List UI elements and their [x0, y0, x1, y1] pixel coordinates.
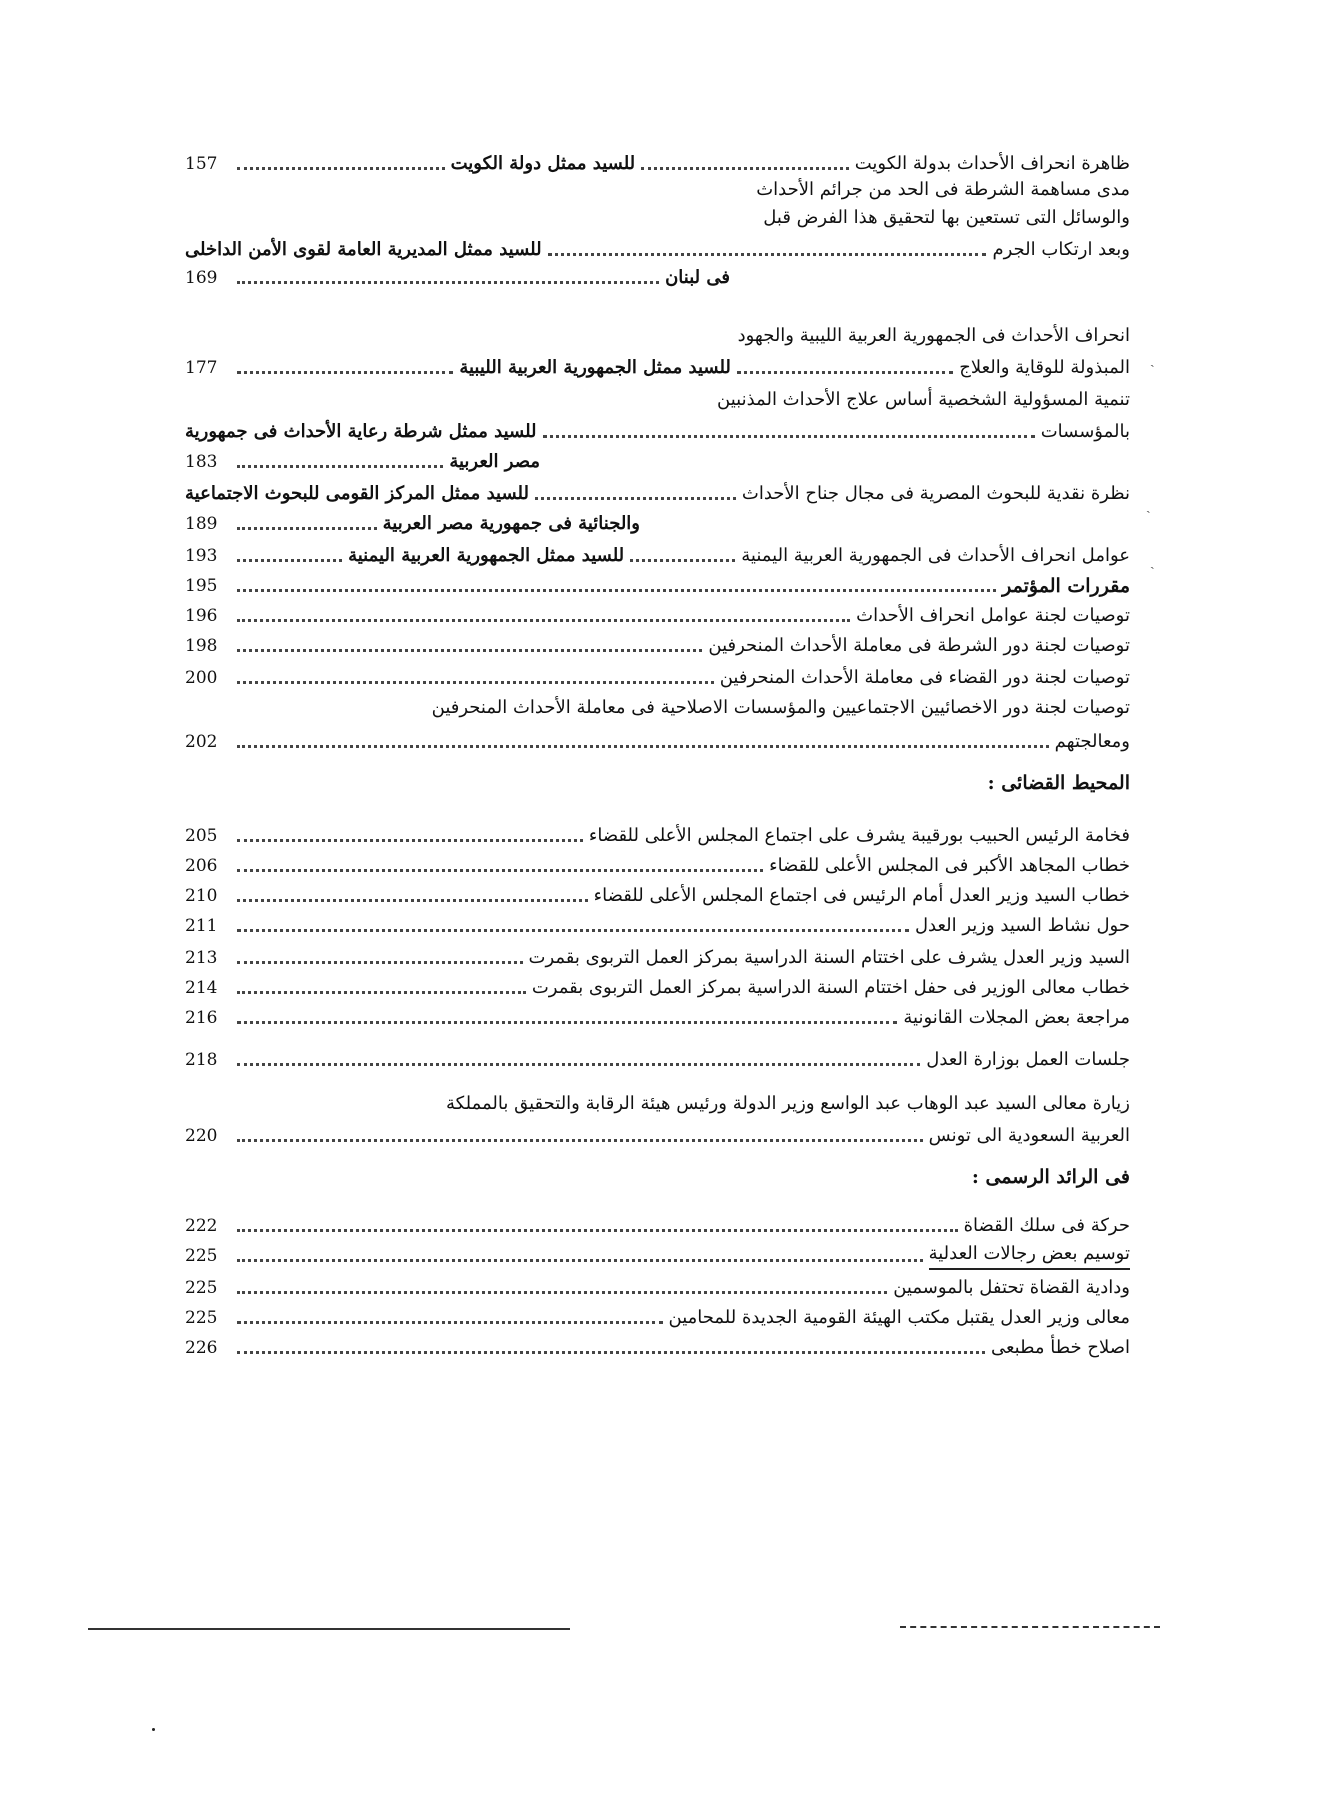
page-number: 157 — [185, 154, 218, 174]
dot-leader — [237, 1291, 887, 1294]
entry-title-line: توصيات لجنة دور الاخصائيين الاجتماعيين والمؤسسات الاصلاحية فى معاملة الأحداث المنحرفين — [431, 697, 1130, 718]
entry-title: حول نشاط السيد وزير العدل — [914, 915, 1130, 936]
entry-title: خطاب المجاهد الأكبر فى المجلس الأعلى للقضاء — [769, 855, 1130, 876]
dot-leader — [630, 559, 735, 562]
entry-title-line: والوسائل التى تستعين بها لتحقيق هذا الفرض قبل — [763, 207, 1130, 228]
toc-entry — [185, 1332, 1130, 1362]
page-number: 220 — [185, 1126, 218, 1146]
toc-entry — [185, 1240, 1130, 1270]
entry-title-line: مدى مساهمة الشرطة فى الحد من جرائم الأحداث — [756, 179, 1130, 200]
toc-entry — [185, 726, 1130, 756]
dot-leader — [237, 899, 588, 902]
resolutions-title: مقررات المؤتمر — [1002, 575, 1130, 597]
table-of-contents — [185, 0, 1130, 1817]
toc-entry — [185, 234, 1130, 264]
page-number: 210 — [185, 886, 218, 906]
page-number: 205 — [185, 826, 218, 846]
toc-entry — [185, 1272, 1130, 1302]
toc-entry — [185, 662, 1130, 692]
page-number: 177 — [185, 358, 218, 378]
page-number: 226 — [185, 1338, 218, 1358]
page-number: 183 — [185, 452, 218, 472]
dot-leader — [237, 1021, 897, 1024]
dot-leader — [237, 1259, 923, 1262]
toc-entry — [185, 1302, 1130, 1332]
section-heading-gazette: فى الرائد الرسمى : — [971, 1166, 1130, 1188]
entry-title: مراجعة بعض المجلات القانونية — [903, 1007, 1130, 1028]
entry-author: للسيد ممثل الجمهورية العربية اليمنية — [348, 545, 625, 566]
toc-entry — [185, 820, 1130, 850]
dot-leader — [237, 745, 1049, 748]
page-number: 189 — [185, 514, 218, 534]
dot-leader — [237, 371, 453, 374]
page-number: 200 — [185, 668, 218, 688]
entry-title: نظرة نقدية للبحوث المصرية فى مجال جناح الأحداث — [741, 483, 1130, 504]
toc-entry — [185, 942, 1130, 972]
entry-author-line: للسيد ممثل المركز القومى للبحوث الاجتماعية — [185, 483, 529, 504]
toc-entry — [185, 416, 1130, 446]
scan-mark: ˎ — [1150, 554, 1155, 570]
entry-title-line: بالمؤسسات — [1040, 421, 1130, 442]
toc-entry — [185, 508, 1130, 538]
page-number: 222 — [185, 1216, 218, 1236]
dot-leader — [641, 167, 849, 170]
entry-title-line: العربية السعودية الى تونس — [928, 1125, 1130, 1146]
toc-entry — [185, 446, 1130, 476]
entry-title: ظاهرة انحراف الأحداث بدولة الكويت — [854, 153, 1130, 174]
dot-leader — [237, 961, 523, 964]
dot-leader — [535, 497, 736, 500]
toc-entry — [185, 1002, 1130, 1032]
page-number: 202 — [185, 732, 218, 752]
toc-entry — [185, 352, 1130, 382]
dot-leader — [237, 619, 850, 622]
page-number: 198 — [185, 636, 218, 656]
page-number: 225 — [185, 1246, 218, 1266]
entry-author-line: والجنائية فى جمهورية مصر العربية — [382, 513, 640, 534]
toc-entry — [185, 1044, 1130, 1074]
page-number: 169 — [185, 268, 218, 288]
toc-entry — [185, 630, 1130, 660]
entry-title-line: تنمية المسؤولية الشخصية أساس علاج الأحداث المذنبين — [717, 389, 1130, 410]
entry-title-line: ومعالجتهم — [1054, 731, 1130, 752]
dot-leader — [237, 869, 763, 872]
entry-author-line: للسيد ممثل المديرية العامة لقوى الأمن الداخلى — [185, 239, 542, 260]
toc-entry — [185, 262, 1130, 292]
dot-leader — [237, 167, 445, 170]
footer-rule-left — [88, 1628, 570, 1630]
entry-title: توصيات لجنة دور الشرطة فى معاملة الأحداث المنحرفين — [708, 635, 1130, 656]
page-number: 213 — [185, 948, 218, 968]
dot-leader — [237, 681, 714, 684]
dot-leader — [237, 1229, 958, 1232]
page-number: 225 — [185, 1308, 218, 1328]
toc-entry — [185, 1120, 1130, 1150]
toc-entry — [185, 600, 1130, 630]
toc-entry — [185, 570, 1130, 600]
dot-leader — [237, 1321, 663, 1324]
section-heading-judicial: المحيط القضائى : — [987, 772, 1130, 794]
entry-title: توسيم بعض رجالات العدلية — [929, 1242, 1130, 1270]
entry-title: فخامة الرئيس الحبيب بورقيبة يشرف على اجتماع المجلس الأعلى للقضاء — [588, 825, 1130, 846]
entry-title-line: المبذولة للوقاية والعلاج — [959, 357, 1130, 378]
toc-entry — [185, 850, 1130, 880]
page-number: 216 — [185, 1008, 218, 1028]
dot-leader — [237, 1139, 923, 1142]
entry-title: معالى وزير العدل يقتبل مكتب الهيئة القومية الجديدة للمحامين — [668, 1307, 1130, 1328]
page-number: 225 — [185, 1278, 218, 1298]
toc-entry — [185, 148, 1130, 178]
dot-leader — [237, 465, 443, 468]
dot-leader — [237, 1063, 920, 1066]
entry-title-line: زيارة معالى السيد عبد الوهاب عبد الواسع وزير الدولة ورئيس هيئة الرقابة والتحقيق بالمملكة — [446, 1093, 1130, 1114]
dot-leader — [237, 281, 659, 284]
dot-leader — [237, 589, 996, 592]
toc-entry — [185, 880, 1130, 910]
dot-leader — [237, 559, 342, 562]
page-number: 196 — [185, 606, 218, 626]
scan-mark: ˏ — [1146, 498, 1151, 514]
entry-title: حركة فى سلك القضاة — [963, 1215, 1130, 1236]
dot-leader — [237, 649, 702, 652]
page-number: 211 — [185, 916, 218, 936]
entry-title: توصيات لجنة دور القضاء فى معاملة الأحداث المنحرفين — [719, 667, 1130, 688]
page-number: 193 — [184, 546, 218, 566]
dot-leader — [237, 1351, 985, 1354]
entry-author: للسيد ممثل الجمهورية العربية الليبية — [459, 357, 731, 378]
page-number: 206 — [185, 856, 218, 876]
dot-leader — [237, 839, 583, 842]
entry-title: عوامل انحراف الأحداث فى الجمهورية العربية اليمنية — [741, 545, 1130, 566]
entry-title: جلسات العمل بوزارة العدل — [926, 1049, 1130, 1070]
dot-leader — [237, 991, 526, 994]
entry-author-line: للسيد ممثل شرطة رعاية الأحداث فى جمهورية — [185, 421, 537, 442]
toc-entry — [185, 540, 1130, 570]
dot-leader — [543, 435, 1035, 438]
entry-title: خطاب السيد وزير العدل أمام الرئيس فى اجتماع المجلس الأعلى للقضاء — [593, 885, 1130, 906]
page-number: 195 — [185, 576, 218, 596]
scan-dot — [152, 1728, 155, 1731]
toc-entry — [185, 478, 1130, 508]
dot-leader — [548, 253, 987, 256]
dot-leader — [737, 371, 953, 374]
entry-title-line: انحراف الأحداث فى الجمهورية العربية الليبية والجهود — [737, 325, 1130, 346]
footer-rule-right — [900, 1626, 1160, 1628]
toc-entry — [185, 1210, 1130, 1240]
entry-title: اصلاح خطأ مطبعى — [991, 1337, 1130, 1358]
page-number: 218 — [185, 1050, 218, 1070]
toc-entry — [185, 910, 1130, 940]
dot-leader — [237, 929, 909, 932]
entry-title: خطاب معالى الوزير فى حفل اختتام السنة الدراسية بمركز العمل التربوى بقمرت — [531, 977, 1130, 998]
toc-entry — [185, 972, 1130, 1002]
entry-title: توصيات لجنة عوامل انحراف الأحداث — [856, 605, 1130, 626]
entry-author-line: مصر العربية — [449, 451, 540, 472]
entry-author-line: فى لبنان — [665, 267, 730, 288]
entry-title-line: وبعد ارتكاب الجرم — [992, 239, 1130, 260]
scan-mark: ˎ — [1150, 352, 1155, 368]
entry-author: للسيد ممثل دولة الكويت — [450, 153, 636, 174]
dot-leader — [237, 527, 377, 530]
entry-title: السيد وزير العدل يشرف على اختتام السنة الدراسية بمركز العمل التربوى بقمرت — [528, 947, 1130, 968]
entry-title: ودادية القضاة تحتفل بالموسمين — [893, 1277, 1130, 1298]
page-number: 214 — [185, 978, 218, 998]
